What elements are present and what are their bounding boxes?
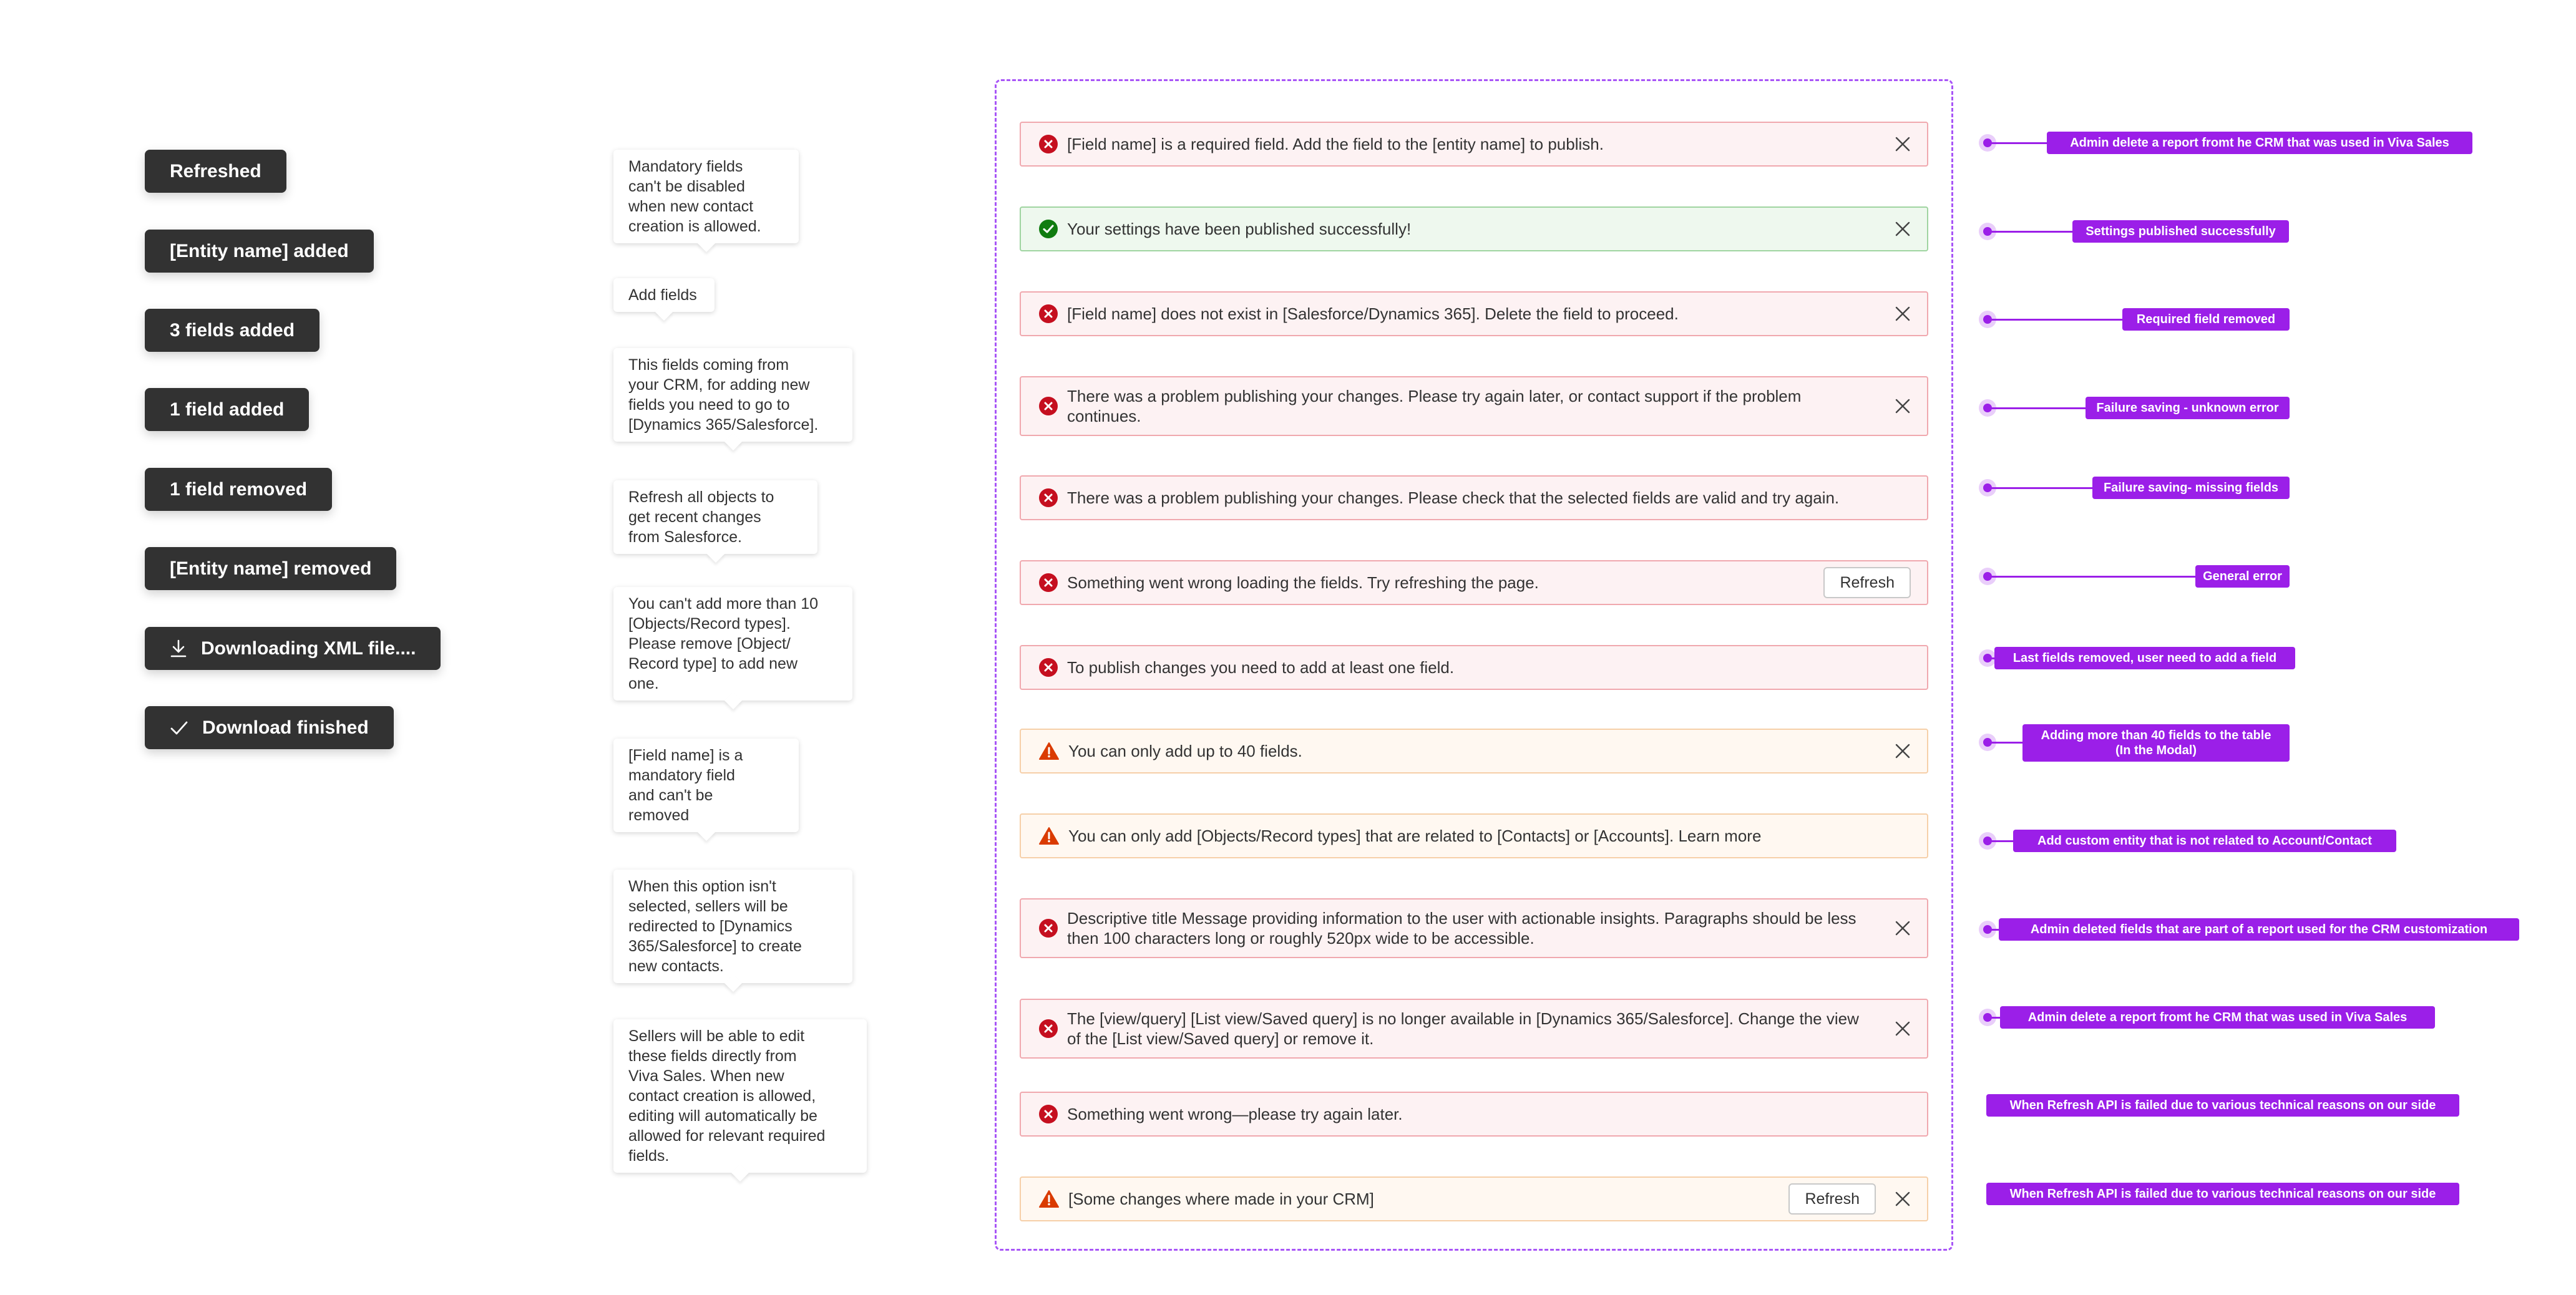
message-text: Your settings have been published successfully!: [1067, 220, 1412, 238]
error-icon: [1038, 918, 1058, 938]
toast-label: 3 fields added: [170, 319, 295, 341]
toast-label: 1 field removed: [170, 478, 308, 500]
annotation-refresh-failed: When Refresh API is failed due to various technical reasons on our side: [1986, 1094, 2459, 1117]
tooltip-crm-fields: This fields coming from your CRM, for adding new fields you need to go to [Dynamics 365/Salesforce].: [613, 348, 852, 442]
toast-label: Downloading XML file....: [201, 638, 416, 659]
annotation-deleted-fields: Admin deleted fields that are part of a report used for the CRM customization: [1999, 918, 2519, 941]
close-icon[interactable]: [1895, 306, 1911, 322]
error-icon: [1038, 396, 1058, 416]
error-icon: [1038, 573, 1058, 593]
close-icon[interactable]: [1895, 398, 1911, 414]
error-icon: [1038, 1104, 1058, 1124]
message-bar-publish-missing-fields: [1020, 475, 1928, 520]
annotation-settings-published: Settings published successfully: [2072, 220, 2289, 243]
refresh-button[interactable]: Refresh: [1823, 567, 1911, 598]
message-text: [Field name] does not exist in [Salesforce/Dynamics 365]. Delete the field to proceed.: [1067, 304, 1679, 323]
message-bar-related-objects: [1020, 813, 1928, 858]
tooltip-refresh-objects: Refresh all objects to get recent changes from Salesforce.: [613, 480, 817, 554]
message-bar-view-unavailable: [1020, 999, 1928, 1059]
message-text: Something went wrong—please try again later.: [1067, 1105, 1403, 1123]
message-bar-published: [1020, 206, 1928, 251]
error-icon: [1038, 134, 1058, 154]
toast-field-removed: [145, 468, 332, 511]
message-bar-descriptive: [1020, 898, 1928, 958]
message-bar-went-wrong: [1020, 1092, 1928, 1137]
tooltip-edit-fields: Sellers will be able to edit these fields directly from Viva Sales. When new contact creation is allowed, editing will automatically be allowed for relevant required fields.: [613, 1019, 867, 1173]
annotation-connector: [1988, 487, 2094, 489]
message-bar-add-field: [1020, 645, 1928, 690]
error-icon: [1038, 488, 1058, 508]
message-bar-max-fields: [1020, 729, 1928, 774]
message-text: You can only add [Objects/Record types] that are related to [Contacts] or [Accounts]. Learn more: [1068, 827, 1762, 845]
annotation-report-deleted: Admin delete a report fromt he CRM that was used in Viva Sales: [2000, 1006, 2435, 1029]
message-bar-publish-unknown-error: [1020, 376, 1928, 436]
message-text: Descriptive title Message providing information to the user with actionable insights. Paragraphs should be less then 100 characters long or roughly 520px wide to be accessible.: [1067, 909, 1856, 948]
annotation-connector: [1988, 142, 2050, 144]
message-bar-general-error: [1020, 560, 1928, 605]
download-icon: [170, 639, 187, 658]
close-icon[interactable]: [1895, 1021, 1911, 1037]
tooltip-mandatory-field: [Field name] is a mandatory field and can't be removed: [613, 739, 799, 832]
toast-download-finished: [145, 706, 394, 749]
message-bar-crm-changes: [1020, 1176, 1928, 1221]
message-text: To publish changes you need to add at least one field.: [1067, 658, 1455, 677]
annotation-unknown-error: Failure saving - unknown error: [2086, 397, 2290, 419]
message-bar-field-not-exist: [1020, 291, 1928, 336]
message-text: [Field name] is a required field. Add the field to the [entity name] to publish.: [1067, 135, 1604, 153]
toast-label: 1 field added: [170, 399, 285, 420]
annotation-connector: [1988, 840, 2016, 842]
annotation-connector: [1988, 576, 2200, 578]
message-text: There was a problem publishing your changes. Please try again later, or contact support if the problem continues.: [1067, 387, 1802, 425]
error-icon: [1038, 657, 1058, 677]
annotation-refresh-failed: When Refresh API is failed due to various technical reasons on our side: [1986, 1183, 2459, 1205]
close-icon[interactable]: [1895, 920, 1911, 936]
close-icon[interactable]: [1895, 743, 1911, 759]
toast-label: Refreshed: [170, 160, 261, 182]
annotation-connector: [1988, 407, 2087, 409]
annotation-connector: [1988, 231, 2075, 233]
toast-fields-added: [145, 309, 320, 352]
tooltip-add-fields: Add fields: [613, 278, 715, 312]
toast-label: [Entity name] removed: [170, 558, 372, 579]
toast-refreshed: [145, 150, 286, 193]
annotation-general-error: General error: [2195, 565, 2290, 588]
toast-entity-added: [145, 230, 374, 273]
message-text: You can only add up to 40 fields.: [1068, 742, 1302, 760]
toast-field-added: [145, 388, 309, 431]
message-text: The [view/query] [List view/Saved query] is no longer available in [Dynamics 365/Salesforce]. Change the view of the [List view/Saved query] or remove it.: [1067, 1009, 1859, 1048]
toast-entity-removed: [145, 547, 396, 590]
tooltip-max-objects: You can't add more than 10 [Objects/Record types]. Please remove [Object/ Record type] to add new one.: [613, 587, 852, 701]
annotation-connector: [1988, 319, 2125, 321]
message-text: There was a problem publishing your changes. Please check that the selected fields are valid and try again.: [1067, 488, 1840, 507]
warning-icon: [1038, 827, 1060, 845]
tooltip-mandatory-fields: Mandatory fields can't be disabled when new contact creation is allowed.: [613, 150, 799, 243]
warning-icon: [1038, 1190, 1060, 1208]
warning-icon: [1038, 742, 1060, 760]
toast-label: [Entity name] added: [170, 240, 349, 261]
message-text: [Some changes where made in your CRM]: [1068, 1190, 1374, 1208]
annotation-report-deleted: Admin delete a report fromt he CRM that was used in Viva Sales: [2047, 132, 2472, 154]
error-icon: [1038, 304, 1058, 324]
success-icon: [1038, 219, 1058, 239]
annotation-connector: [1988, 742, 2025, 744]
error-icon: [1038, 1019, 1058, 1039]
toast-label: Download finished: [202, 717, 369, 738]
annotation-last-field: Last fields removed, user need to add a field: [1994, 647, 2295, 669]
annotation-required-field: Required field removed: [2122, 308, 2290, 331]
annotation-custom-entity: Add custom entity that is not related to Account/Contact: [2013, 830, 2396, 852]
close-icon[interactable]: [1895, 1191, 1911, 1207]
message-bar-required-field: [1020, 122, 1928, 167]
close-icon[interactable]: [1895, 221, 1911, 237]
refresh-button[interactable]: Refresh: [1788, 1183, 1876, 1215]
checkmark-icon: [170, 720, 188, 736]
tooltip-contact-creation: When this option isn't selected, sellers will be redirected to [Dynamics 365/Salesforce] to create new contacts.: [613, 870, 852, 983]
toast-downloading: [145, 627, 441, 670]
annotation-missing-fields: Failure saving- missing fields: [2092, 477, 2290, 499]
message-text: Something went wrong loading the fields. Try refreshing the page.: [1067, 573, 1539, 592]
annotation-max-fields: Adding more than 40 fields to the table (In the Modal): [2022, 724, 2290, 762]
close-icon[interactable]: [1895, 136, 1911, 152]
